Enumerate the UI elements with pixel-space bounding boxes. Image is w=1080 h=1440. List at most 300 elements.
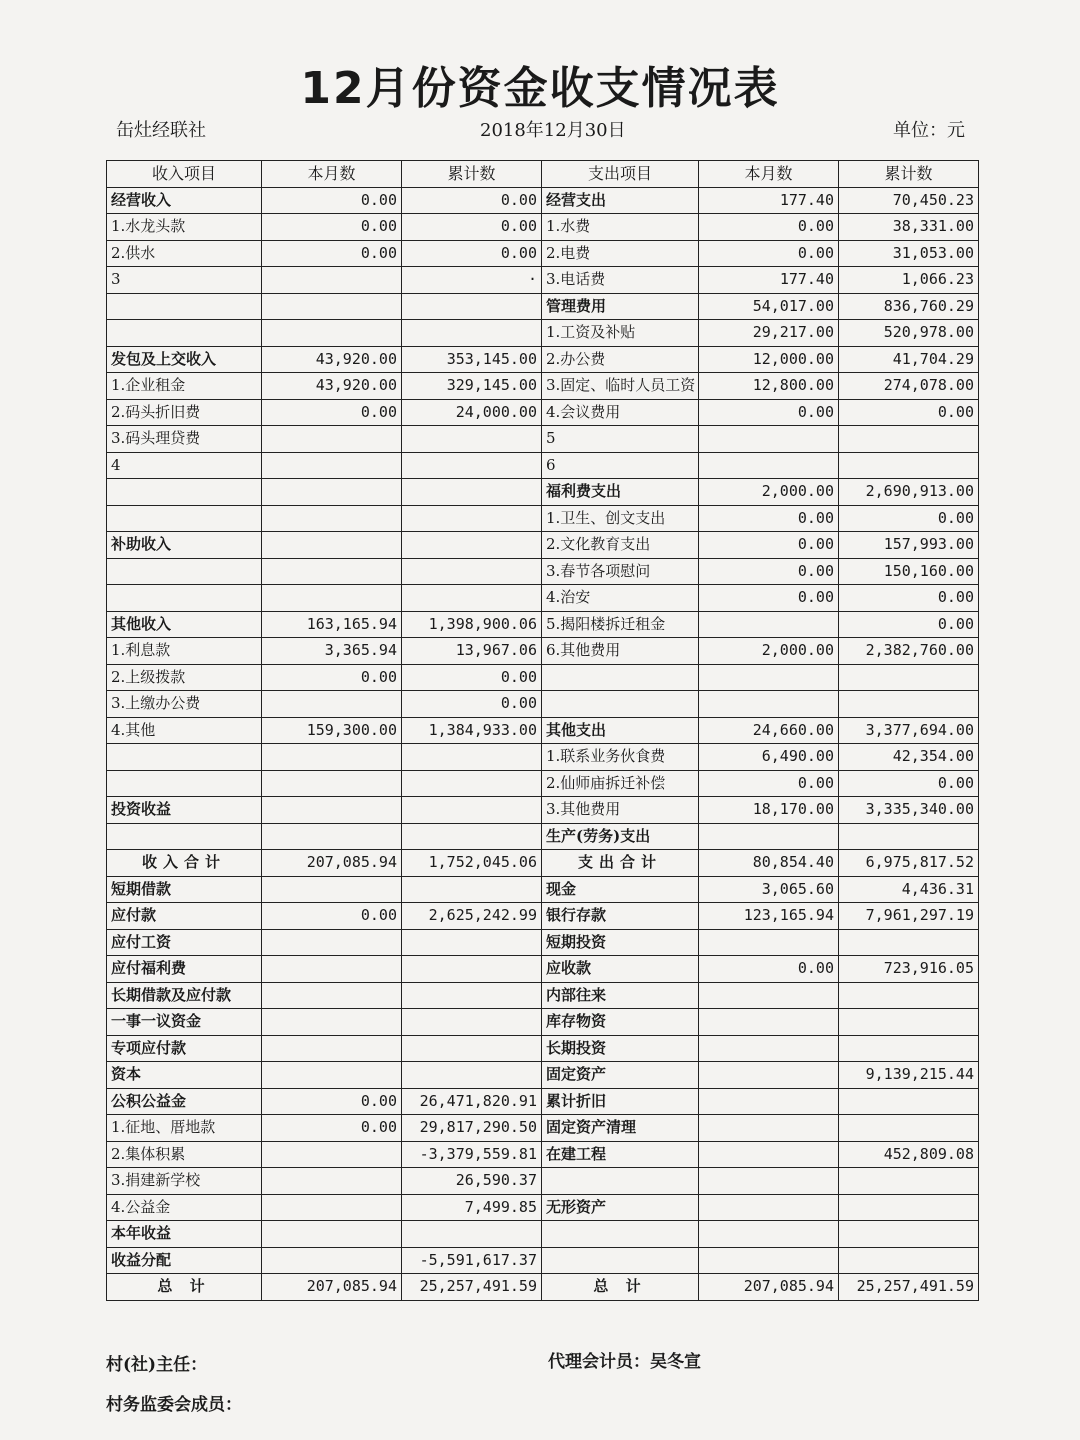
item-label: 1.企业租金 [107, 373, 262, 400]
table-row [107, 1194, 979, 1221]
report-date: 2018年12月30日 [480, 120, 626, 141]
amount-cell [262, 532, 402, 559]
amount-cell: 0.00 [699, 956, 839, 983]
amount-cell: 723,916.05 [839, 956, 979, 983]
amount-cell: 177.40 [699, 187, 839, 214]
table-row [107, 320, 979, 347]
committee-signature-label: 村务监委会成员： [106, 1395, 242, 1415]
item-label: 2.文化教育支出 [542, 532, 699, 559]
table-row [107, 770, 979, 797]
table-row [107, 1115, 979, 1142]
amount-cell: 0.00 [839, 505, 979, 532]
amount-cell [699, 1088, 839, 1115]
item-label: 应收款 [542, 956, 699, 983]
amount-cell [262, 267, 402, 294]
amount-cell: 207,085.94 [262, 1274, 402, 1301]
item-label: 专项应付款 [107, 1035, 262, 1062]
amount-cell: 2,625,242.99 [402, 903, 542, 930]
item-label: 5.揭阳楼拆迁租金 [542, 611, 699, 638]
amount-cell [402, 320, 542, 347]
amount-cell: 3,335,340.00 [839, 797, 979, 824]
item-label: 总 计 [107, 1274, 262, 1301]
amount-cell [699, 1035, 839, 1062]
amount-cell: 0.00 [699, 240, 839, 267]
amount-cell: 159,300.00 [262, 717, 402, 744]
table-header-row [107, 161, 979, 188]
amount-cell [262, 585, 402, 612]
amount-cell [262, 876, 402, 903]
item-label: 管理费用 [542, 293, 699, 320]
amount-cell [839, 1035, 979, 1062]
amount-cell: 452,809.08 [839, 1141, 979, 1168]
amount-cell [402, 585, 542, 612]
table-row [107, 797, 979, 824]
amount-cell [839, 1009, 979, 1036]
amount-cell [699, 1168, 839, 1195]
amount-cell: 9,139,215.44 [839, 1062, 979, 1089]
item-label: 1.水费 [542, 214, 699, 241]
amount-cell [262, 452, 402, 479]
amount-cell [839, 1247, 979, 1274]
item-label [107, 558, 262, 585]
table-row [107, 1141, 979, 1168]
amount-cell [839, 452, 979, 479]
amount-cell: 353,145.00 [402, 346, 542, 373]
amount-cell [262, 956, 402, 983]
amount-cell: 329,145.00 [402, 373, 542, 400]
table-row [107, 903, 979, 930]
amount-cell: 26,471,820.91 [402, 1088, 542, 1115]
item-label: 短期借款 [107, 876, 262, 903]
table-row [107, 638, 979, 665]
item-label: 长期投资 [542, 1035, 699, 1062]
item-label: 支出合计 [542, 850, 699, 877]
table-row [107, 744, 979, 771]
amount-cell: 207,085.94 [262, 850, 402, 877]
item-label: 经营收入 [107, 187, 262, 214]
table-row [107, 1168, 979, 1195]
item-label: 1.卫生、创文支出 [542, 505, 699, 532]
item-label: 短期投资 [542, 929, 699, 956]
item-label: 一事一议资金 [107, 1009, 262, 1036]
amount-cell: 31,053.00 [839, 240, 979, 267]
amount-cell [699, 823, 839, 850]
amount-cell: 26,590.37 [402, 1168, 542, 1195]
item-label: 1.联系业务伙食费 [542, 744, 699, 771]
amount-cell: 0.00 [402, 664, 542, 691]
item-label: 公积公益金 [107, 1088, 262, 1115]
amount-cell: 1,384,933.00 [402, 717, 542, 744]
item-label: 无形资产 [542, 1194, 699, 1221]
table-row [107, 1274, 979, 1301]
amount-cell: 6,975,817.52 [839, 850, 979, 877]
amount-cell: 0.00 [839, 399, 979, 426]
table-row [107, 399, 979, 426]
amount-cell: 6,490.00 [699, 744, 839, 771]
amount-cell: 12,800.00 [699, 373, 839, 400]
item-label [107, 320, 262, 347]
amount-cell [262, 797, 402, 824]
item-label: 固定资产 [542, 1062, 699, 1089]
item-label: 1.征地、厝地款 [107, 1115, 262, 1142]
amount-cell [262, 823, 402, 850]
table-row [107, 585, 979, 612]
item-label: 收益分配 [107, 1247, 262, 1274]
item-label [542, 691, 699, 718]
amount-cell [402, 744, 542, 771]
table-row [107, 1221, 979, 1248]
amount-cell: 41,704.29 [839, 346, 979, 373]
amount-cell: -3,379,559.81 [402, 1141, 542, 1168]
amount-cell [402, 505, 542, 532]
amount-cell: 24,660.00 [699, 717, 839, 744]
amount-cell [262, 929, 402, 956]
item-label: 现金 [542, 876, 699, 903]
amount-cell: 1,066.23 [839, 267, 979, 294]
amount-cell: 157,993.00 [839, 532, 979, 559]
amount-cell [262, 1035, 402, 1062]
item-label: 3 [107, 267, 262, 294]
amount-cell [839, 1221, 979, 1248]
item-label [542, 1221, 699, 1248]
table-row [107, 293, 979, 320]
amount-cell: 7,961,297.19 [839, 903, 979, 930]
item-label: 5 [542, 426, 699, 453]
amount-cell [262, 426, 402, 453]
item-label [107, 823, 262, 850]
column-header: 收入项目 [107, 161, 262, 188]
table-row [107, 982, 979, 1009]
amount-cell: 4,436.31 [839, 876, 979, 903]
amount-cell [262, 744, 402, 771]
item-label: 其他收入 [107, 611, 262, 638]
amount-cell [839, 426, 979, 453]
amount-cell [402, 770, 542, 797]
amount-cell [262, 1141, 402, 1168]
amount-cell: 836,760.29 [839, 293, 979, 320]
table-row [107, 187, 979, 214]
amount-cell: 123,165.94 [699, 903, 839, 930]
table-row [107, 876, 979, 903]
item-label: 应付款 [107, 903, 262, 930]
amount-cell [699, 691, 839, 718]
item-label [542, 1247, 699, 1274]
amount-cell [402, 929, 542, 956]
amount-cell [262, 479, 402, 506]
table-row [107, 1088, 979, 1115]
amount-cell [699, 426, 839, 453]
item-label: 经营支出 [542, 187, 699, 214]
ledger-table [106, 160, 979, 1301]
amount-cell [262, 505, 402, 532]
amount-cell [699, 929, 839, 956]
amount-cell [402, 479, 542, 506]
amount-cell: 43,920.00 [262, 373, 402, 400]
table-row [107, 611, 979, 638]
amount-cell [699, 1194, 839, 1221]
amount-cell [402, 797, 542, 824]
amount-cell [699, 1115, 839, 1142]
amount-cell: 0.00 [402, 214, 542, 241]
item-label [107, 585, 262, 612]
amount-cell: 0.00 [699, 214, 839, 241]
column-header: 本月数 [699, 161, 839, 188]
amount-cell: 3,065.60 [699, 876, 839, 903]
table-row [107, 240, 979, 267]
column-header: 本月数 [262, 161, 402, 188]
amount-cell [402, 532, 542, 559]
amount-cell: 80,854.40 [699, 850, 839, 877]
amount-cell: 0.00 [262, 214, 402, 241]
amount-cell: 18,170.00 [699, 797, 839, 824]
table-row [107, 1035, 979, 1062]
amount-cell: 177.40 [699, 267, 839, 294]
amount-cell [699, 1221, 839, 1248]
item-label: 福利费支出 [542, 479, 699, 506]
table-row [107, 373, 979, 400]
item-label: 资本 [107, 1062, 262, 1089]
amount-cell [402, 876, 542, 903]
column-header: 支出项目 [542, 161, 699, 188]
table-row [107, 850, 979, 877]
table-row [107, 929, 979, 956]
amount-cell: 7,499.85 [402, 1194, 542, 1221]
table-row [107, 823, 979, 850]
table-row [107, 558, 979, 585]
amount-cell [699, 611, 839, 638]
amount-cell: 43,920.00 [262, 346, 402, 373]
amount-cell: 520,978.00 [839, 320, 979, 347]
amount-cell: 38,331.00 [839, 214, 979, 241]
table-row [107, 691, 979, 718]
item-label: 3.春节各项慰问 [542, 558, 699, 585]
item-label: 应付工资 [107, 929, 262, 956]
table-row [107, 505, 979, 532]
amount-cell: 25,257,491.59 [839, 1274, 979, 1301]
item-label: 固定资产清理 [542, 1115, 699, 1142]
amount-cell: 0.00 [262, 399, 402, 426]
amount-cell: 2,000.00 [699, 479, 839, 506]
column-header: 累计数 [402, 161, 542, 188]
amount-cell: 13,967.06 [402, 638, 542, 665]
amount-cell: 207,085.94 [699, 1274, 839, 1301]
amount-cell: 0.00 [699, 585, 839, 612]
item-label: 发包及上交收入 [107, 346, 262, 373]
amount-cell [262, 320, 402, 347]
item-label: 3.码头理贷费 [107, 426, 262, 453]
table-row [107, 1247, 979, 1274]
amount-cell: 12,000.00 [699, 346, 839, 373]
amount-cell: 3,365.94 [262, 638, 402, 665]
table-row [107, 664, 979, 691]
amount-cell: 0.00 [402, 691, 542, 718]
page-title: 12月份资金收支情况表 [300, 63, 780, 114]
amount-cell: 24,000.00 [402, 399, 542, 426]
table-row [107, 479, 979, 506]
item-label: 2.办公费 [542, 346, 699, 373]
amount-cell [262, 293, 402, 320]
amount-cell [402, 452, 542, 479]
amount-cell [262, 1009, 402, 1036]
table-row [107, 1009, 979, 1036]
item-label: 2.仙师庙拆迁补偿 [542, 770, 699, 797]
amount-cell [262, 982, 402, 1009]
amount-cell: 0.00 [262, 1115, 402, 1142]
table-row [107, 346, 979, 373]
amount-cell [402, 1009, 542, 1036]
amount-cell: 0.00 [699, 532, 839, 559]
amount-cell [402, 293, 542, 320]
amount-cell [262, 1247, 402, 1274]
amount-cell [699, 1247, 839, 1274]
amount-cell: 0.00 [262, 187, 402, 214]
item-label: 其他支出 [542, 717, 699, 744]
item-label: 2.电费 [542, 240, 699, 267]
item-label: 3.上缴办公费 [107, 691, 262, 718]
amount-cell [262, 1062, 402, 1089]
amount-cell [839, 929, 979, 956]
table-row [107, 532, 979, 559]
item-label: 应付福利费 [107, 956, 262, 983]
amount-cell: 0.00 [839, 611, 979, 638]
item-label [542, 1168, 699, 1195]
amount-cell [839, 1115, 979, 1142]
item-label: 4 [107, 452, 262, 479]
item-label [107, 505, 262, 532]
item-label: 生产(劳务)支出 [542, 823, 699, 850]
amount-cell: 1,752,045.06 [402, 850, 542, 877]
currency-unit: 单位：元 [893, 120, 965, 141]
amount-cell: 29,817,290.50 [402, 1115, 542, 1142]
item-label [107, 744, 262, 771]
amount-cell [839, 664, 979, 691]
table-row [107, 956, 979, 983]
amount-cell [262, 1168, 402, 1195]
amount-cell: 0.00 [839, 585, 979, 612]
amount-cell [262, 558, 402, 585]
item-label [107, 770, 262, 797]
amount-cell [839, 1168, 979, 1195]
amount-cell [262, 1221, 402, 1248]
amount-cell [402, 558, 542, 585]
amount-cell [402, 823, 542, 850]
amount-cell [402, 1035, 542, 1062]
item-label: 6.其他费用 [542, 638, 699, 665]
amount-cell [699, 1062, 839, 1089]
item-label: 4.会议费用 [542, 399, 699, 426]
amount-cell [402, 426, 542, 453]
item-label: 投资收益 [107, 797, 262, 824]
amount-cell: 25,257,491.59 [402, 1274, 542, 1301]
amount-cell [699, 664, 839, 691]
item-label: 1.水龙头款 [107, 214, 262, 241]
item-label: 总 计 [542, 1274, 699, 1301]
ledger-body [107, 187, 979, 1300]
item-label: 1.工资及补贴 [542, 320, 699, 347]
item-label [107, 293, 262, 320]
table-row [107, 717, 979, 744]
amount-cell: 0.00 [699, 558, 839, 585]
table-row [107, 426, 979, 453]
amount-cell [699, 1141, 839, 1168]
item-label: 3.电话费 [542, 267, 699, 294]
amount-cell [402, 1221, 542, 1248]
item-label: 2.供水 [107, 240, 262, 267]
table-row [107, 267, 979, 294]
amount-cell [699, 982, 839, 1009]
amount-cell [402, 982, 542, 1009]
table-row [107, 1062, 979, 1089]
amount-cell: 150,160.00 [839, 558, 979, 585]
item-label: 本年收益 [107, 1221, 262, 1248]
amount-cell: 42,354.00 [839, 744, 979, 771]
item-label: 内部往来 [542, 982, 699, 1009]
amount-cell: 0.00 [402, 187, 542, 214]
item-label: 长期借款及应付款 [107, 982, 262, 1009]
amount-cell: 0.00 [699, 399, 839, 426]
amount-cell: 274,078.00 [839, 373, 979, 400]
amount-cell [262, 691, 402, 718]
item-label: 2.上级拨款 [107, 664, 262, 691]
column-header: 累计数 [839, 161, 979, 188]
amount-cell: 163,165.94 [262, 611, 402, 638]
table-row [107, 214, 979, 241]
amount-cell [839, 1088, 979, 1115]
amount-cell: 0.00 [262, 903, 402, 930]
amount-cell: 29,217.00 [699, 320, 839, 347]
amount-cell: 1,398,900.06 [402, 611, 542, 638]
amount-cell: -5,591,617.37 [402, 1247, 542, 1274]
amount-cell: 0.00 [262, 664, 402, 691]
item-label: 在建工程 [542, 1141, 699, 1168]
item-label: 收入合计 [107, 850, 262, 877]
amount-cell [262, 770, 402, 797]
organization-name: 缶灶经联社 [116, 120, 206, 141]
item-label: 4.治安 [542, 585, 699, 612]
item-label: 2.码头折旧费 [107, 399, 262, 426]
item-label: 6 [542, 452, 699, 479]
amount-cell: 0.00 [839, 770, 979, 797]
table-row [107, 452, 979, 479]
amount-cell: 0.00 [699, 770, 839, 797]
item-label: 3.捐建新学校 [107, 1168, 262, 1195]
item-label: 3.固定、临时人员工资 [542, 373, 699, 400]
item-label: 1.利息款 [107, 638, 262, 665]
amount-cell: 2,000.00 [699, 638, 839, 665]
amount-cell: 2,690,913.00 [839, 479, 979, 506]
amount-cell: 0.00 [262, 240, 402, 267]
amount-cell: 54,017.00 [699, 293, 839, 320]
item-label: 4.公益金 [107, 1194, 262, 1221]
amount-cell [699, 452, 839, 479]
amount-cell [839, 1194, 979, 1221]
amount-cell: 2,382,760.00 [839, 638, 979, 665]
amount-cell [262, 1194, 402, 1221]
item-label: 4.其他 [107, 717, 262, 744]
amount-cell: · [402, 267, 542, 294]
director-signature-label: 村(社)主任： [106, 1355, 208, 1375]
amount-cell [839, 982, 979, 1009]
item-label: 2.集体积累 [107, 1141, 262, 1168]
amount-cell: 0.00 [699, 505, 839, 532]
amount-cell: 3,377,694.00 [839, 717, 979, 744]
accountant-signature-label: 代理会计员：吴冬宣 [548, 1352, 701, 1372]
item-label: 库存物资 [542, 1009, 699, 1036]
amount-cell [402, 956, 542, 983]
amount-cell [839, 691, 979, 718]
item-label: 3.其他费用 [542, 797, 699, 824]
item-label: 累计折旧 [542, 1088, 699, 1115]
